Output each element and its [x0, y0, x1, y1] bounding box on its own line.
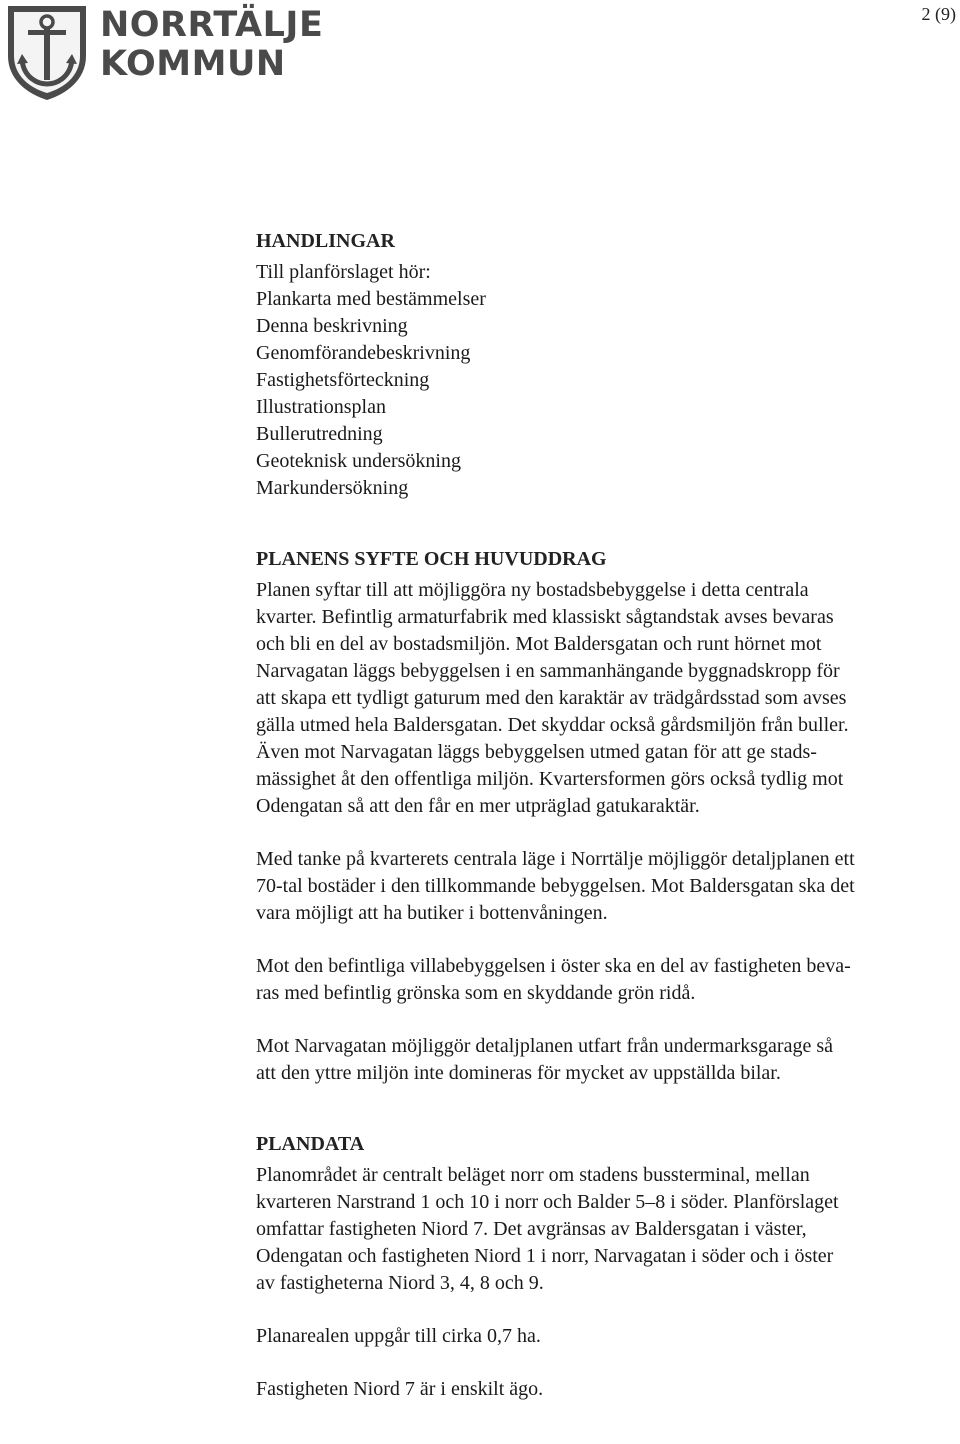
text-line: mässighet åt den offentliga miljön. Kvartersformen görs också tydlig mot — [256, 768, 844, 790]
plandata-body — [256, 1162, 946, 1403]
anchor-shield-icon — [4, 2, 90, 102]
text-line: kvarter. Befintlig armaturfabrik med klassiskt sågtandstak avses bevaras — [256, 606, 834, 628]
text-line: Narvagatan läggs bebyggelsen i en sammanhängande byggnadskropp för — [256, 660, 840, 682]
syfte-body — [256, 577, 946, 1087]
list-item: Genomförandebeskrivning — [256, 342, 471, 364]
section-heading-plandata: PLANDATA — [256, 1133, 365, 1155]
list-item: Markundersökning — [256, 477, 409, 499]
section-heading-handlingar: HANDLINGAR — [256, 230, 395, 252]
text-line: Mot Narvagatan möjliggör detaljplanen utfart från undermarksgarage så — [256, 1035, 834, 1057]
list-item: Geoteknisk undersökning — [256, 450, 461, 472]
text-line: Även mot Narvagatan läggs bebyggelsen utmed gatan för att ge stads- — [256, 741, 817, 763]
logo-line-1: NORRTÄLJE — [100, 5, 324, 45]
paragraph — [256, 1162, 946, 1297]
handlingar-list — [256, 259, 946, 502]
text-line: och bli en del av bostadsmiljön. Mot Baldersgatan och runt hörnet mot — [256, 633, 822, 655]
list-item: Denna beskrivning — [256, 315, 408, 337]
list-item: Illustrationsplan — [256, 396, 386, 418]
document-body — [256, 228, 946, 1403]
list-item: Bullerutredning — [256, 423, 383, 445]
text-line: omfattar fastigheten Niord 7. Det avgränsas av Baldersgatan i väster, — [256, 1218, 807, 1240]
paragraph — [256, 953, 946, 1007]
text-line: Med tanke på kvarterets centrala läge i Norrtälje möjliggör detaljplanen ett — [256, 848, 855, 870]
paragraph — [256, 1376, 946, 1403]
text-line: Planarealen uppgår till cirka 0,7 ha. — [256, 1325, 541, 1347]
text-line: att skapa ett tydligt gaturum med den karaktär av trädgårdsstad som avses — [256, 687, 847, 709]
text-line: vara möjligt att ha butiker i bottenvåningen. — [256, 902, 608, 924]
text-line: Planområdet är centralt beläget norr om stadens bussterminal, mellan — [256, 1164, 810, 1186]
text-line: gälla utmed hela Baldersgatan. Det skyddar också gårdsmiljön från buller. — [256, 714, 849, 736]
logo-line-2: KOMMUN — [100, 44, 286, 84]
text-line: Odengatan så att den får en mer utpräglad gatukaraktär. — [256, 795, 700, 817]
logo-wordmark — [100, 6, 323, 84]
page-number: 2 (9) — [921, 4, 956, 24]
municipality-logo — [4, 2, 324, 102]
list-item: Till planförslaget hör: — [256, 261, 431, 283]
text-line: Mot den befintliga villabebyggelsen i öster ska en del av fastigheten beva- — [256, 955, 851, 977]
text-line: ras med befintlig grönska som en skyddande grön ridå. — [256, 982, 696, 1004]
list-item: Fastighetsförteckning — [256, 369, 430, 391]
text-line: att den yttre miljön inte domineras för mycket av uppställda bilar. — [256, 1062, 781, 1084]
paragraph — [256, 577, 946, 820]
paragraph — [256, 1033, 946, 1087]
text-line: Odengatan och fastigheten Niord 1 i norr, Narvagatan i söder och i öster — [256, 1245, 834, 1267]
section-heading-syfte: PLANENS SYFTE OCH HUVUDDRAG — [256, 548, 607, 570]
paragraph — [256, 1323, 946, 1350]
text-line: 70-tal bostäder i den tillkommande bebyggelsen. Mot Baldersgatan ska det — [256, 875, 855, 897]
paragraph — [256, 846, 946, 927]
text-line: Fastigheten Niord 7 är i enskilt ägo. — [256, 1378, 544, 1400]
list-item: Plankarta med bestämmelser — [256, 288, 486, 310]
text-line: kvarteren Narstrand 1 och 10 i norr och Balder 5–8 i söder. Planförslaget — [256, 1191, 839, 1213]
text-line: av fastigheterna Niord 3, 4, 8 och 9. — [256, 1272, 544, 1294]
text-line: Planen syftar till att möjliggöra ny bostadsbebyggelse i detta centrala — [256, 579, 809, 601]
